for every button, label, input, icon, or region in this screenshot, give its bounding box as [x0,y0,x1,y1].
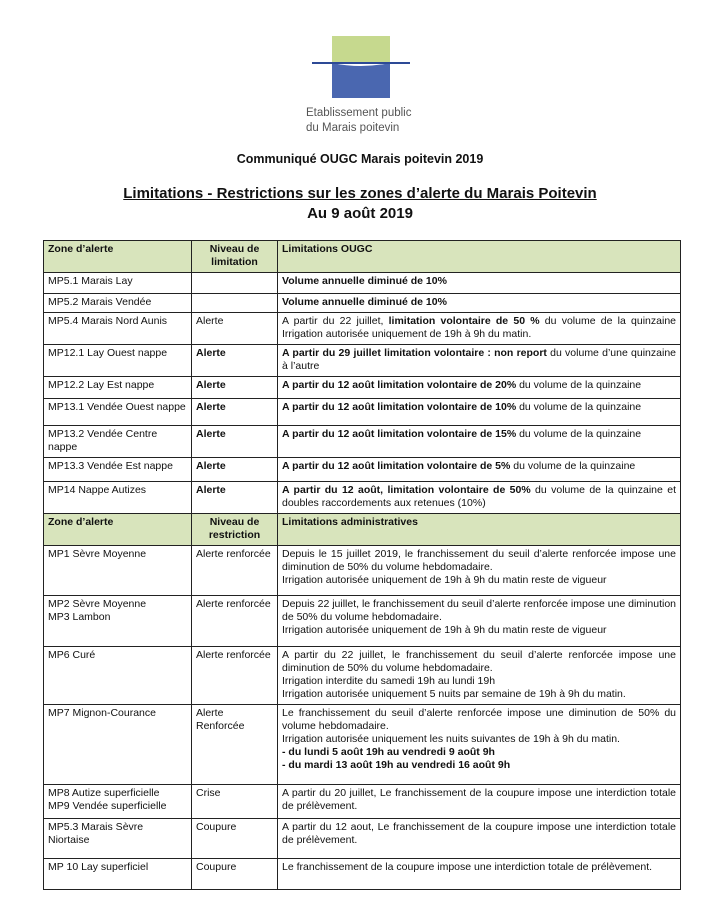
zone-cell: MP 10 Lay superficiel [44,859,192,890]
communique-heading: Communiqué OUGC Marais poitevin 2019 [236,152,484,166]
niveau-cell [192,294,278,313]
zone-cell: MP14 Nappe Autizes [44,482,192,514]
limitation-cell [278,426,681,458]
text-run: limitation volontaire de 50 % [388,315,540,327]
table-row [44,859,681,890]
text-run: A partir du 12 août, limitation volontaire de 50% [282,484,531,496]
table-header-row [44,514,681,546]
limitation-line [282,787,676,813]
text-run: A partir du 12 août limitation volontaire de 15% [282,428,517,440]
niveau-cell: Alerte [192,313,278,345]
table-row [44,313,681,345]
text-run: Le franchissement de la coupure impose une interdiction totale de prélèvement. [282,861,653,873]
limitation-cell [278,345,681,377]
text-run: A partir du 12 aout, Le franchissement de la coupure impose une interdiction totale de prélèvement. [282,821,676,846]
limitation-line [282,688,676,701]
niveau-cell: Alerte [192,426,278,458]
niveau-cell: Alerte [192,482,278,514]
text-run: - du mardi 13 août 19h au vendredi 16 août 9h [282,759,511,771]
limitation-line [282,649,676,675]
text-run: A partir du 29 juillet limitation volontaire : non report [282,347,547,359]
restrictions-table [43,240,681,890]
table-row [44,596,681,647]
text-run: Irrigation autorisée uniquement de 19h à 9h du matin reste de vigueur [282,624,607,636]
limitation-line [282,861,676,874]
niveau-cell: Coupure [192,859,278,890]
table-header-row [44,241,681,273]
table-row [44,482,681,514]
limitation-cell [278,273,681,294]
limitation-cell [278,859,681,890]
limitation-cell [278,458,681,482]
limitation-cell [278,294,681,313]
limitation-cell [278,596,681,647]
text-run: A partir du 12 août limitation volontaire de 20% [282,379,517,391]
zone-cell: MP5.4 Marais Nord Aunis [44,313,192,345]
text-run: Volume annuelle diminué de 10% [282,275,447,287]
limitation-line [282,707,676,733]
text-run: - du lundi 5 août 19h au vendredi 9 août 9h [282,746,495,758]
limitation-line [282,759,676,772]
limitation-line [282,821,676,847]
text-run: A partir du 20 juillet, Le franchissement de la coupure impose une interdiction totale de prélèvement. [282,787,676,812]
zone-cell: MP5.3 Marais Sèvre Niortaise [44,819,192,859]
header-niveau: Niveau de limitation [192,241,278,273]
limitation-cell [278,482,681,514]
text-run: A partir du 12 août limitation volontaire de 5% [282,460,511,472]
zone-cell: MP13.3 Vendée Est nappe [44,458,192,482]
text-run: A partir du 22 juillet, le franchissement du seuil d’alerte renforcée impose une diminution de 50% du volume hebdomadaire. [282,649,676,674]
limitation-line [282,598,676,624]
limitation-line [282,733,676,746]
table-row [44,273,681,294]
text-run: Irrigation autorisée uniquement 5 nuits par semaine de 19h à 9h du matin. [282,688,626,700]
zone-cell: MP2 Sèvre Moyenne MP3 Lambon [44,596,192,647]
limitation-line [282,548,676,574]
limitation-cell [278,705,681,785]
document-title: Limitations - Restrictions sur les zones d’alerte du Marais Poitevin [123,185,597,202]
text-run: Irrigation autorisée uniquement les nuits suivantes de 19h à 9h du matin. [282,733,620,745]
zone-cell: MP7 Mignon-Courance [44,705,192,785]
text-run: du volume de la quinzaine et doubles raccordements aux retenues (10%) [282,484,676,509]
zone-cell: MP8 Autize superficielle MP9 Vendée superficielle [44,785,192,819]
text-run: du volume de la quinzaine [516,379,642,391]
table-row [44,377,681,399]
niveau-cell: Alerte [192,377,278,399]
table-row [44,345,681,377]
text-run: Volume annuelle diminué de 10% [282,296,447,308]
zone-cell: MP5.1 Marais Lay [44,273,192,294]
zone-cell: MP13.2 Vendée Centre nappe [44,426,192,458]
niveau-cell: Alerte [192,345,278,377]
text-run: Irrigation autorisée uniquement de 19h à 9h du matin reste de vigueur [282,574,607,586]
zone-cell: MP1 Sèvre Moyenne [44,546,192,596]
text-run: du volume d’une quinzaine à l’autre [282,347,676,372]
logo-icon [312,36,410,98]
text-run: du volume de la quinzaine [516,401,642,413]
niveau-cell: Alerte [192,399,278,426]
table-row [44,458,681,482]
header-limitations: Limitations administratives [278,514,681,546]
niveau-cell: Alerte renforcée [192,596,278,647]
zone-cell: MP6 Curé [44,647,192,705]
text-run: Irrigation interdite du samedi 19h au lundi 19h [282,675,496,687]
limitation-line [282,675,676,688]
table-row [44,785,681,819]
text-run: du volume de la quinzaine Irrigation autorisée uniquement de 19h à 9h du matin. [282,315,676,340]
table-row [44,705,681,785]
niveau-cell: Coupure [192,819,278,859]
table-row [44,399,681,426]
header-limitations: Limitations OUGC [278,241,681,273]
zone-cell: MP13.1 Vendée Ouest nappe [44,399,192,426]
org-line-2: du Marais poitevin [306,122,400,134]
org-line-1: Etablissement public [306,107,412,119]
zone-cell: MP12.2 Lay Est nappe [44,377,192,399]
limitation-line [282,624,676,637]
zone-cell: MP5.2 Marais Vendée [44,294,192,313]
table-row [44,819,681,859]
limitation-cell [278,377,681,399]
limitation-line [282,746,676,759]
niveau-cell: Alerte [192,458,278,482]
niveau-cell: Crise [192,785,278,819]
limitation-cell [278,647,681,705]
limitation-cell [278,546,681,596]
header-zone: Zone d’alerte [44,241,192,273]
text-run: Le franchissement du seuil d’alerte renforcée impose une diminution de 50% du volume hebdomadaire. [282,707,676,732]
limitation-cell [278,819,681,859]
header-zone: Zone d’alerte [44,514,192,546]
zone-cell: MP12.1 Lay Ouest nappe [44,345,192,377]
organization-name [306,106,466,136]
text-run: A partir du 22 juillet, [282,315,389,327]
table-row [44,546,681,596]
table-row [44,426,681,458]
limitation-cell [278,313,681,345]
text-run: du volume de la quinzaine [510,460,636,472]
document-date: Au 9 août 2019 [307,205,413,222]
niveau-cell: Alerte renforcée [192,546,278,596]
table-row [44,294,681,313]
limitation-cell [278,785,681,819]
niveau-cell: Alerte Renforcée [192,705,278,785]
niveau-cell [192,273,278,294]
text-run: A partir du 12 août limitation volontaire de 10% [282,401,517,413]
niveau-cell: Alerte renforcée [192,647,278,705]
table-row [44,647,681,705]
limitation-line [282,574,676,587]
text-run: Depuis le 15 juillet 2019, le franchissement du seuil d’alerte renforcée impose une diminution de 50% du volume hebdomadaire. [282,548,676,573]
header-niveau: Niveau de restriction [192,514,278,546]
limitation-cell [278,399,681,426]
text-run: Depuis 22 juillet, le franchissement du seuil d’alerte renforcée impose une diminution de 50% du volume hebdomadaire. [282,598,676,623]
text-run: du volume de la quinzaine [516,428,642,440]
